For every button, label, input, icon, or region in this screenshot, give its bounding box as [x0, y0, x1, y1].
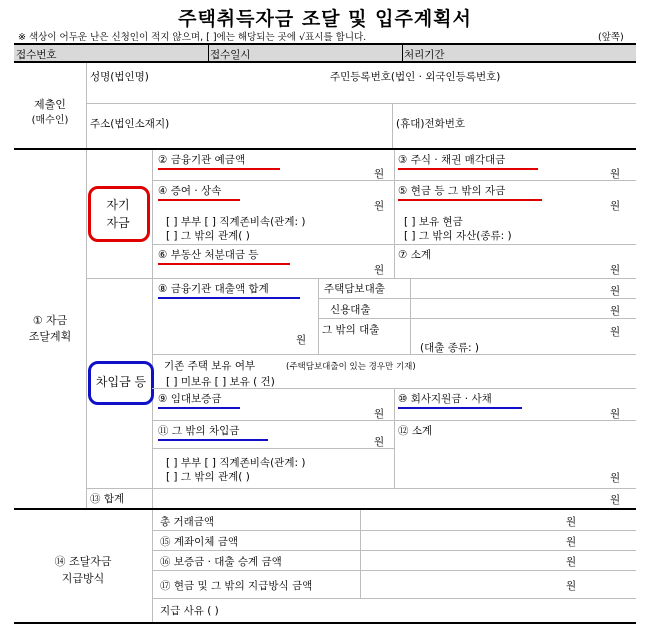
other-loan-label: 그 밖의 대출 [322, 324, 380, 336]
unit-total-price: 원 [566, 516, 577, 528]
cash-option-2[interactable]: [ ] 그 밖의 자산(종류: ) [404, 230, 512, 242]
realestate-field[interactable]: ⑥ 부동산 처분대금 등 [158, 249, 259, 261]
gift-relation-1[interactable]: [ ] 부부 [ ] 직계존비속(관계: ) [166, 216, 306, 228]
processing-period-label: 처리기간 [404, 49, 445, 61]
own-funds-label-2: 자금 [106, 216, 130, 230]
unit-gift: 원 [374, 200, 385, 212]
other-borrow-underline [158, 439, 268, 441]
unit-other-borrow: 원 [374, 436, 385, 448]
deposit-field[interactable]: ② 금융기관 예금액 [158, 154, 246, 166]
deposit-underline [158, 168, 280, 170]
payment-sublabel: 지급방식 [61, 572, 105, 585]
cash-field[interactable]: ⑤ 현금 등 그 밖의 자금 [398, 185, 506, 197]
unit-own-subtotal: 원 [610, 264, 621, 276]
applicant-sublabel: (매수인) [31, 115, 69, 126]
loan-total-field[interactable]: ⑧ 금융기관 대출액 합계 [158, 283, 269, 295]
funding-label: ① 자금 [32, 314, 68, 327]
reg-no-field[interactable]: 주민등록번호(법인 · 외국인등록번호) [330, 71, 501, 83]
receipt-no-label: 접수번호 [16, 49, 57, 61]
own-subtotal-field[interactable]: ⑦ 소계 [398, 249, 432, 261]
loan-type-field[interactable]: (대출 종류: ) [420, 342, 479, 354]
company-support-underline [398, 407, 522, 409]
unit-borrow-subtotal: 원 [610, 472, 621, 484]
realestate-underline [158, 263, 290, 265]
borrow-label: 차입금 등 [95, 375, 147, 389]
own-funds-label-1: 자기 [106, 198, 130, 212]
unit-cash: 원 [610, 200, 621, 212]
total-price-label: 총 거래금액 [160, 516, 215, 528]
existing-house-label: 기존 주택 보유 여부 [164, 360, 256, 372]
borrow-subtotal-field[interactable]: ⑫ 소계 [398, 425, 433, 437]
funding-total-label: ⑬ 합계 [90, 493, 125, 505]
cash-option-1[interactable]: [ ] 보유 현금 [404, 216, 463, 228]
unit-loan-total: 원 [296, 334, 307, 346]
credit-label: 신용대출 [330, 304, 371, 316]
unit-funding-total: 원 [610, 494, 621, 506]
borrow-relation-1[interactable]: [ ] 부부 [ ] 직계존비속(관계: ) [166, 457, 306, 469]
payment-reason-field[interactable]: 지급 사유 ( ) [160, 605, 219, 617]
existing-house-note: (주택담보대출이 있는 경우만 기재) [286, 362, 416, 372]
existing-house-options[interactable]: [ ] 미보유 [ ] 보유 ( 건) [166, 376, 275, 388]
stocks-field[interactable]: ③ 주식 · 채권 매각대금 [398, 154, 506, 166]
unit-mortgage: 원 [610, 285, 621, 297]
stocks-underline [398, 168, 538, 170]
transfer-label: ⑮ 계좌이체 금액 [160, 536, 239, 548]
other-borrow-field[interactable]: ⑪ 그 밖의 차입금 [158, 425, 240, 437]
unit-deposit: 원 [374, 168, 385, 180]
borrow-relation-2[interactable]: [ ] 그 밖의 관계( ) [166, 471, 250, 483]
gift-field[interactable]: ④ 증여 · 상속 [158, 185, 222, 197]
assume-label: ⑯ 보증금 · 대출 승계 금액 [160, 556, 282, 568]
lease-deposit-underline [158, 407, 240, 409]
form-title: 주택취득자금 조달 및 입주계획서 [178, 8, 472, 30]
unit-realestate: 원 [374, 264, 385, 276]
receipt-date-label: 접수일시 [210, 49, 251, 61]
cash-other-label: ⑰ 현금 및 그 밖의 지급방식 금액 [160, 580, 313, 592]
unit-company-support: 원 [610, 408, 621, 420]
mortgage-label: 주택담보대출 [324, 283, 385, 295]
name-field[interactable]: 성명(법인명) [90, 71, 149, 83]
notice-text: ※ 색상이 어두운 난은 신청인이 적지 않으며, [ ]에는 해당되는 곳에 √표시를 합니다. [18, 32, 367, 43]
phone-field[interactable]: (휴대)전화번호 [396, 118, 466, 130]
address-field[interactable]: 주소(법인소재지) [90, 118, 170, 130]
receipt-header-row [14, 45, 636, 61]
unit-credit: 원 [610, 305, 621, 317]
funding-sublabel: 조달계획 [28, 330, 72, 343]
unit-stocks: 원 [610, 168, 621, 180]
page-side: (앞쪽) [598, 32, 624, 43]
gift-underline [158, 199, 240, 201]
unit-assume: 원 [566, 556, 577, 568]
payment-label: ⑭ 조달자금 [54, 555, 112, 568]
unit-lease-deposit: 원 [374, 408, 385, 420]
unit-other-loan: 원 [610, 326, 621, 338]
lease-deposit-field[interactable]: ⑨ 임대보증금 [158, 393, 222, 405]
gift-relation-2[interactable]: [ ] 그 밖의 관계( ) [166, 230, 250, 242]
unit-cash-other: 원 [566, 580, 577, 592]
unit-transfer: 원 [566, 536, 577, 548]
applicant-label: 제출인 [34, 98, 66, 111]
loan-total-underline [158, 297, 300, 299]
cash-underline [398, 199, 542, 201]
company-support-field[interactable]: ⑩ 회사지원금 · 사채 [398, 393, 492, 405]
